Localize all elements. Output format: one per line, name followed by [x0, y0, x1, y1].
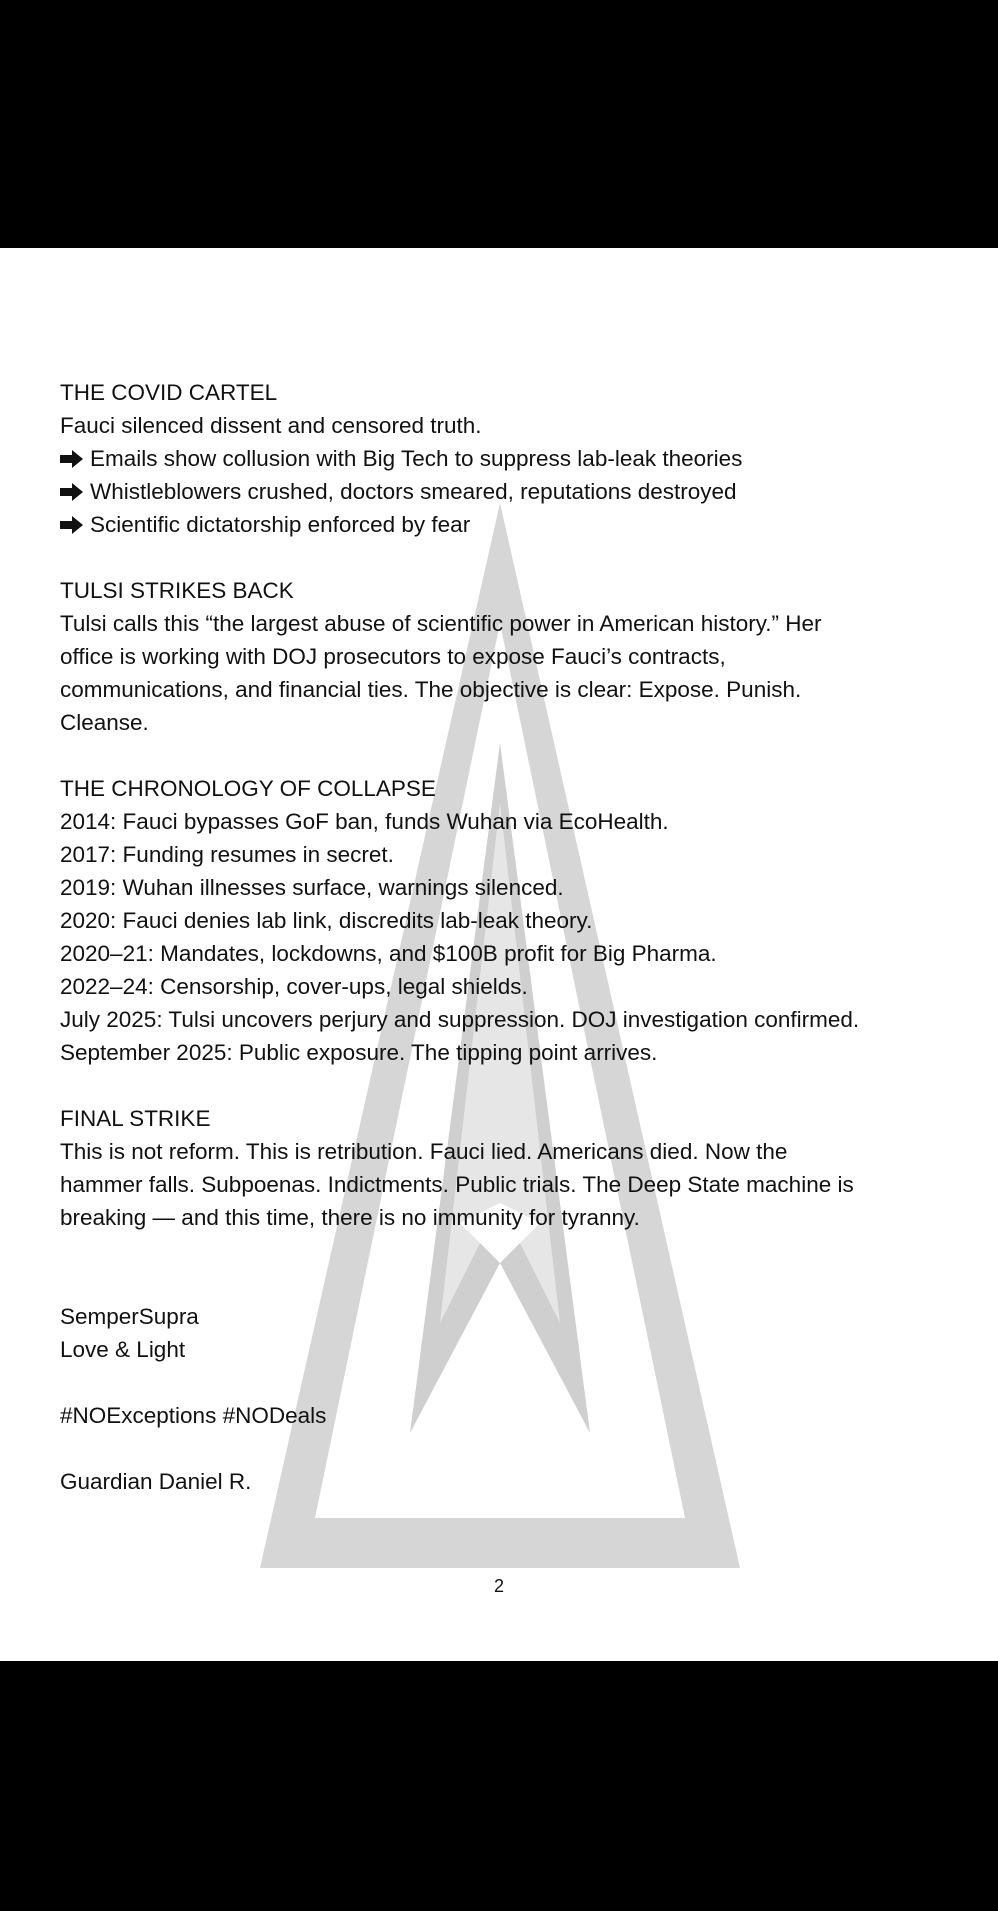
bullet-item	[60, 475, 960, 508]
bullet-text: Whistleblowers crushed, doctors smeared, reputations destroyed	[90, 479, 737, 504]
right-arrow-icon	[60, 449, 84, 469]
timeline-entry: 2020–21: Mandates, lockdowns, and $100B profit for Big Pharma.	[60, 941, 717, 966]
top-black-bar	[0, 0, 998, 248]
bullet-text: Emails show collusion with Big Tech to suppress lab-leak theories	[90, 446, 743, 471]
paragraph-line: office is working with DOJ prosecutors to expose Fauci’s contracts,	[60, 644, 726, 669]
paragraph-line: breaking — and this time, there is no immunity for tyranny.	[60, 1205, 640, 1230]
paragraph-line: Tulsi calls this “the largest abuse of scientific power in American history.” Her	[60, 611, 822, 636]
section-intro: Fauci silenced dissent and censored truth.	[60, 413, 482, 438]
bullet-text: Scientific dictatorship enforced by fear	[90, 512, 471, 537]
signoff-author: Guardian Daniel R.	[60, 1469, 252, 1494]
bottom-black-bar	[0, 1661, 998, 1911]
timeline-entry: 2017: Funding resumes in secret.	[60, 842, 394, 867]
timeline-entry: 2020: Fauci denies lab link, discredits lab-leak theory.	[60, 908, 593, 933]
right-arrow-icon	[60, 482, 84, 502]
hashtags: #NOExceptions #NODeals	[60, 1403, 327, 1428]
right-arrow-icon	[60, 515, 84, 535]
paragraph-line: communications, and financial ties. The objective is clear: Expose. Punish.	[60, 677, 802, 702]
timeline-entry: September 2025: Public exposure. The tipping point arrives.	[60, 1040, 658, 1065]
signoff-tagline: Love & Light	[60, 1337, 186, 1362]
section-heading-covid-cartel: THE COVID CARTEL	[60, 380, 278, 405]
paragraph-line: This is not reform. This is retribution. Fauci lied. Americans died. Now the	[60, 1139, 788, 1164]
timeline-entry: 2019: Wuhan illnesses surface, warnings silenced.	[60, 875, 564, 900]
timeline-entry: 2014: Fauci bypasses GoF ban, funds Wuhan via EcoHealth.	[60, 809, 669, 834]
paragraph-line: hammer falls. Subpoenas. Indictments. Public trials. The Deep State machine is	[60, 1172, 854, 1197]
timeline-entry: 2022–24: Censorship, cover-ups, legal shields.	[60, 974, 528, 999]
section-heading-chronology: THE CHRONOLOGY OF COLLAPSE	[60, 776, 436, 801]
page-number: 2	[493, 1576, 504, 1596]
document-body	[60, 376, 960, 1498]
bullet-item	[60, 508, 960, 541]
paragraph-line: Cleanse.	[60, 710, 149, 735]
section-heading-final-strike: FINAL STRIKE	[60, 1106, 211, 1131]
timeline-entry: July 2025: Tulsi uncovers perjury and suppression. DOJ investigation confirmed.	[60, 1007, 860, 1032]
bullet-item	[60, 442, 960, 475]
signoff-name: SemperSupra	[60, 1304, 199, 1329]
section-heading-tulsi: TULSI STRIKES BACK	[60, 578, 294, 603]
